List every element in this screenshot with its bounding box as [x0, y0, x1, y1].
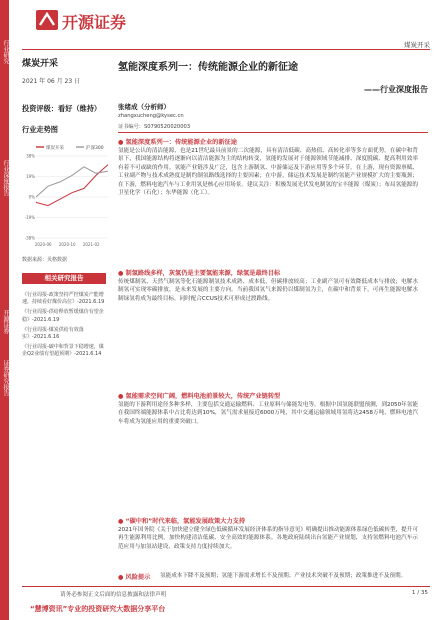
footer-divider — [22, 586, 430, 587]
x-tick-label: 2020-10 — [58, 242, 76, 247]
sector-name: 煤炭开采 — [22, 59, 59, 69]
page-number: 1 / 35 — [411, 590, 428, 596]
side-label-1: 行业研究 — [2, 40, 9, 64]
y-tick-label: 38% — [26, 153, 35, 159]
logo-icon — [36, 10, 58, 30]
sidebar-bar — [0, 0, 9, 620]
related-item[interactable]: 《行业周报-供给释放暂缓煤价有望企稳》-2021.6.19 — [22, 309, 104, 323]
section-body-2: 传统煤制氢、天然气制氢等化石能源制氢技术成熟、成本低，但碳排放较高；工业副产氢可有效降低成本与排放；电解水制氢可实现零碳排放，是未来发展的主要方向。当前我国氢气来源仍以煤制氢为主，在碳中和背景下，可再生能源电解水制绿氢将成为最终目标，同时配合CCUS技术可形成过渡路线。 — [118, 279, 418, 302]
chart-source: 数据来源：贝格数据 — [22, 257, 68, 263]
related-list — [22, 292, 108, 359]
x-tick-label: 2020-06 — [34, 242, 52, 247]
related-title: 相关研究报告 — [22, 273, 106, 284]
section-heading-4: ● “碳中和”时代来临，氢能发展政策大力支持 — [118, 518, 246, 525]
section-body-4: 2021年国务院《关于加快建立健全绿色低碳循环发展经济体系的指导意见》明确提出推动能源体系绿色低碳转型，提升可再生能源利用比例，加快构建清洁低碳、安全高效的能源体系。各地政府陆续出台氢能产业规划，支持氢燃料电池汽车示范应用与加氢站建设，政策支持力度持续加大。 — [118, 527, 418, 550]
y-tick-label: 0% — [28, 194, 35, 200]
section-body-3: 氢能的下游利用途径多种多样，主要包括交通运输燃料、工业原料与储能发电等。根据中国氢能联盟预测，到2050年氢能在我国终端能源体系中占比将达到10%，氢气需求量接近6000万吨，其中交通运输领域用氢将达2458万吨，燃料电池汽车将成为氢能应用的重要突破口。 — [118, 402, 418, 425]
analyst-divider — [118, 132, 428, 133]
header-divider — [22, 49, 430, 50]
section-heading-1: ● 氢能深度系列一：传统能源企业的新征途 — [118, 139, 237, 146]
section-heading-2: ● 制氢路线多样，灰氢仍是主要氢能来源，绿氢是最终目标 — [118, 270, 281, 277]
legend-label: 沪深300 — [86, 146, 104, 151]
y-tick-label: -19% — [24, 215, 35, 220]
analyst-name: 张绪成（分析师） — [118, 103, 170, 111]
analyst-cert: 证书编号：S0790520020003 — [118, 124, 191, 130]
report-subtitle: ——行业深度报告 — [364, 85, 428, 94]
series-line — [36, 165, 108, 206]
side-label-2: 行业深度报告 — [2, 160, 9, 196]
y-tick-label: 19% — [26, 174, 35, 179]
trend-chart — [22, 142, 110, 252]
footer-disclaimer: 请务必参阅正文后面的信息披露和法律声明 — [60, 592, 167, 598]
report-title: 氢能深度系列一：传统能源企业的新征途 — [118, 62, 298, 73]
y-tick-label: -38% — [24, 235, 35, 241]
section-body-1: 氢能是公认的清洁能源，也是21世纪最具前景的二次能源，具有清洁低碳、高热值、高转化率等多方面优势。在碳中和背景下，我国能源结构将逐渐向以清洁能源为主的结构转变，氢能的发展对于能源领域节能减排、深度脱碳、提高利用效率有着不可或缺的作用。氢能产业链涉及广泛，包含上游制氢、中游储运及下游应用等多个环节。在上游，现有资源禀赋、工业副产物与技术成熟度是制约制氢路线选择的主要因素；在中游，储运技术发展是制约氢能产业规模扩大的主要瓶颈；在下游，燃料电池汽车与工业用氢是核心应用场景。建议关注：积极发展光伏发电制氢的宝丰能源（煤炭）；布局氢能源的卫星化学（石化）；东华能源（化工）。 — [118, 148, 418, 197]
x-tick-label: 2021-02 — [82, 242, 100, 247]
logo-text: 开源证券 — [62, 13, 127, 32]
side-label-4: 证券研究报告 — [2, 360, 9, 396]
side-label-3: 开源证券 — [2, 310, 9, 334]
trend-chart-svg — [22, 142, 110, 252]
analyst-email[interactable]: zhangxucheng@kysec.cn — [118, 113, 184, 119]
report-date: 2021 年 06 月 23 日 — [22, 78, 81, 85]
trend-title: 行业走势图 — [22, 125, 58, 134]
section-heading-5: ● 风险提示 — [118, 574, 151, 581]
header-sector-tag: 煤炭开采 — [404, 41, 430, 49]
footer-watermark: “慧博资讯”专业的投资研究大数据分享平台 — [30, 605, 166, 613]
legend-label: 煤炭开采 — [46, 146, 64, 151]
related-item[interactable]: 《行业周报-政策坚持严控煤炭产能增速，持续看好煤价高位》-2021.6.19 — [22, 292, 105, 306]
rating: 投资评级：看好（维持） — [22, 104, 102, 113]
related-item[interactable]: 《行业周报-碳中和背景下稳增速，煤企Q2业绩有望超预期》-2021.6.14 — [22, 344, 104, 358]
related-item[interactable]: 《行业周报-煤炭供给有效落实》-2021.6.16 — [22, 326, 84, 341]
section-heading-3: ● 氢能需求空间广阔，燃料电池前景较大，传统产业链转型 — [118, 393, 281, 400]
section-body-5: 氢能成本下降不及预期；氢能下游需求增长不及预期；产业技术突破不及预期；政策推进不及预期。 — [160, 573, 407, 579]
